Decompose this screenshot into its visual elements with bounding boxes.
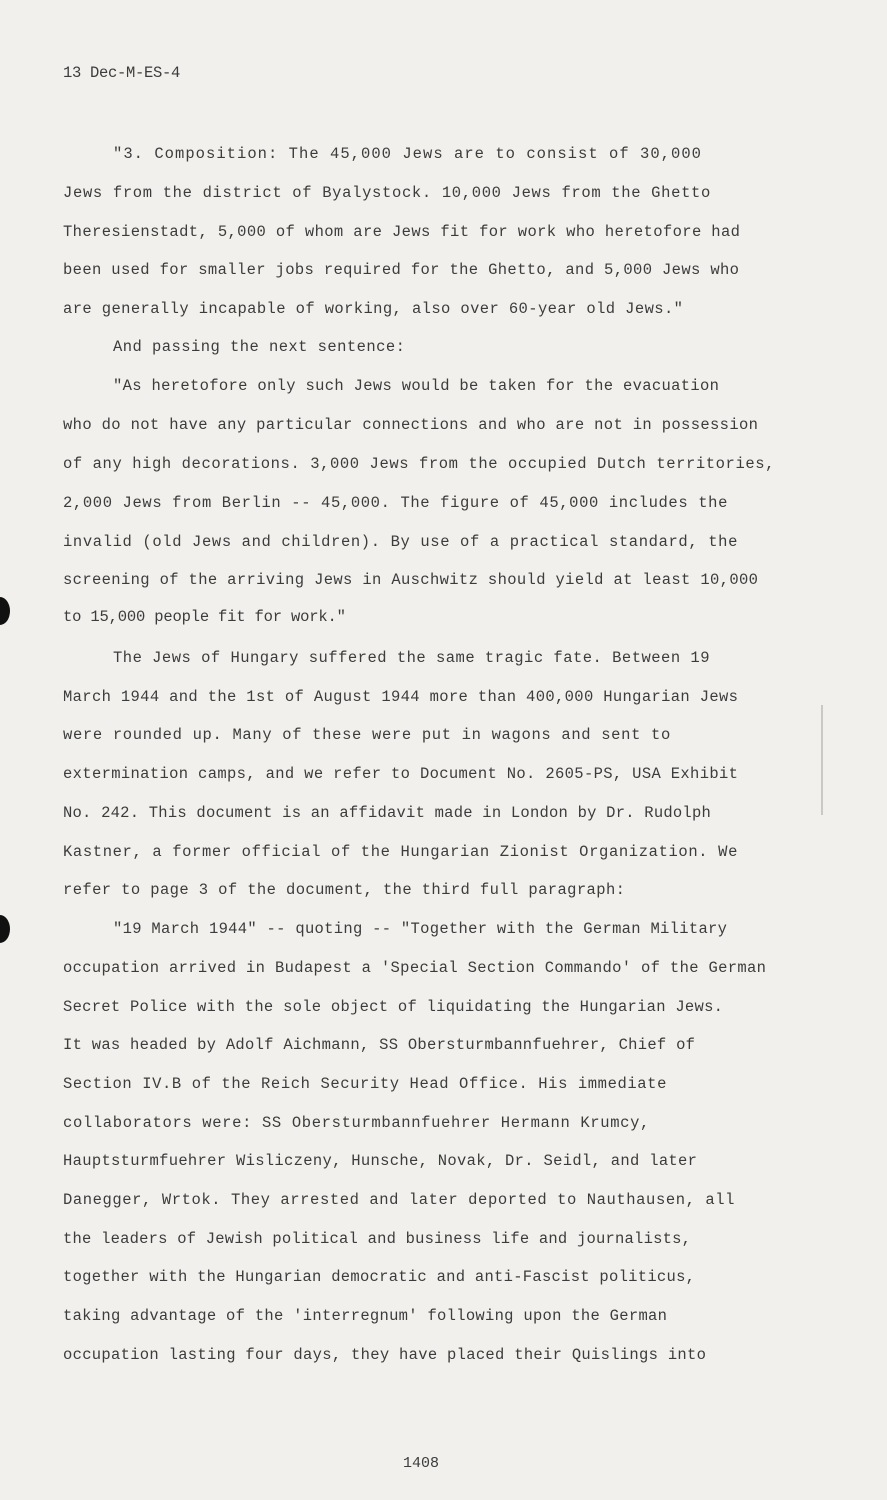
text-line: 2,000 Jews from Berlin -- 45,000. The figure of 45,000 includes the <box>63 494 728 512</box>
text-line: together with the Hungarian democratic and anti-Fascist politicus, <box>63 1268 696 1286</box>
text-line: March 1944 and the 1st of August 1944 more than 400,000 Hungarian Jews <box>63 688 739 706</box>
text-line: invalid (old Jews and children). By use of a practical standard, the <box>63 533 738 551</box>
text-line: of any high decorations. 3,000 Jews from the occupied Dutch territories, <box>63 455 775 473</box>
text-line: occupation lasting four days, they have placed their Quislings into <box>63 1346 707 1364</box>
text-line: who do not have any particular connections and who are not in possession <box>63 416 759 434</box>
text-line: Secret Police with the sole object of liquidating the Hungarian Jews. <box>63 998 724 1016</box>
text-line: "As heretofore only such Jews would be taken for the evacuation <box>113 377 720 395</box>
text-line: occupation arrived in Budapest a 'Special Section Commando' of the German <box>63 959 767 977</box>
text-line: were rounded up. Many of these were put in wagons and sent to <box>63 726 671 744</box>
text-line: collaborators were: SS Obersturmbannfuehrer Hermann Krumcy, <box>63 1114 650 1132</box>
text-line: are generally incapable of working, also over 60-year old Jews." <box>63 300 684 318</box>
text-line: Hauptsturmfuehrer Wisliczeny, Hunsche, Novak, Dr. Seidl, and later <box>63 1152 698 1170</box>
text-line: extermination camps, and we refer to Document No. 2605-PS, USA Exhibit <box>63 765 739 783</box>
text-line: taking advantage of the 'interregnum' following upon the German <box>63 1307 668 1325</box>
text-line: Theresienstadt, 5,000 of whom are Jews fit for work who heretofore had <box>63 223 741 241</box>
punch-hole-upper <box>0 597 10 625</box>
text-line: Section IV.B of the Reich Security Head Office. His immediate <box>63 1075 667 1093</box>
text-line: And passing the next sentence: <box>113 338 406 356</box>
text-line: the leaders of Jewish political and business life and journalists, <box>63 1230 692 1248</box>
text-line: "3. Composition: The 45,000 Jews are to consist of 30,000 <box>113 145 703 163</box>
text-line: refer to page 3 of the document, the third full paragraph: <box>63 881 626 899</box>
text-line: Jews from the district of Byalystock. 10,000 Jews from the Ghetto <box>63 184 711 202</box>
text-line: Danegger, Wrtok. They arrested and later deported to Nauthausen, all <box>63 1191 735 1209</box>
page-number: 1408 <box>403 1455 440 1472</box>
text-line: Kastner, a former official of the Hungarian Zionist Organization. We <box>63 843 738 861</box>
text-line: No. 242. This document is an affidavit made in London by Dr. Rudolph <box>63 804 711 822</box>
document-reference: 13 Dec-M-ES-4 <box>63 64 181 82</box>
text-line: The Jews of Hungary suffered the same tragic fate. Between 19 <box>113 649 710 667</box>
text-line: screening of the arriving Jews in Auschwitz should yield at least 10,000 <box>63 571 759 589</box>
margin-mark <box>821 705 823 815</box>
punch-hole-lower <box>0 915 10 943</box>
text-line: been used for smaller jobs required for the Ghetto, and 5,000 Jews who <box>63 261 740 279</box>
text-line: It was headed by Adolf Aichmann, SS Obersturmbannfuehrer, Chief of <box>63 1036 696 1054</box>
text-line: to 15,000 people fit for work." <box>63 608 346 626</box>
text-line: "19 March 1944" -- quoting -- "Together with the German Military <box>113 920 728 938</box>
